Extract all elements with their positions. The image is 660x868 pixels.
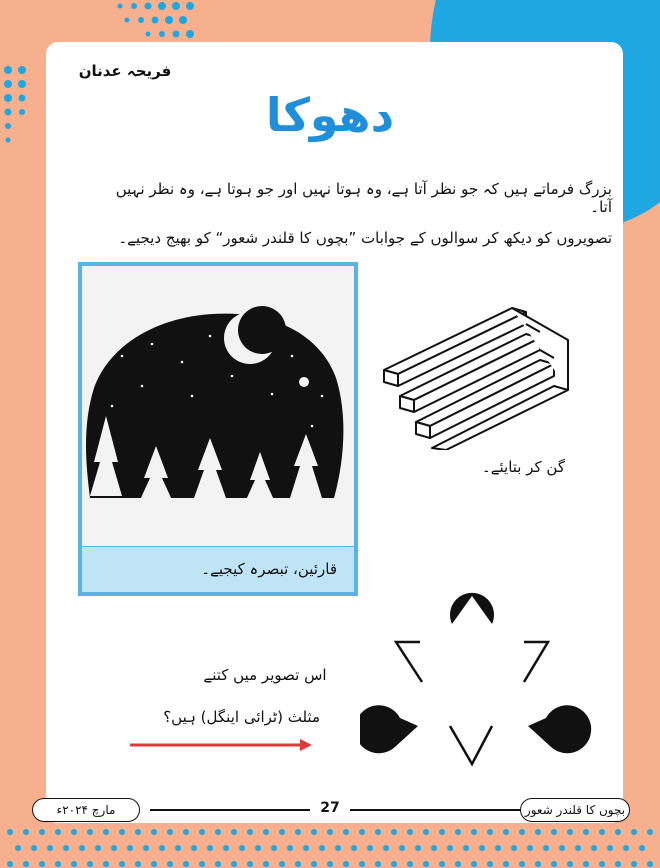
- image1-caption: قارئین، تبصرہ کیجیے۔: [201, 560, 337, 578]
- impossible-bars-illusion: [380, 300, 580, 450]
- intro-line-1: بزرگ فرماتے ہیں کہ جو نظر آتا ہے، وہ ہوتا نہیں اور جو ہوتا ہے، وہ نظر نہیں آتا۔: [115, 180, 612, 216]
- intro-line-2: تصویروں کو دیکھ کر سوالوں کے جوابات ”بچوں کا قلندر شعور“ کو بھیج دیجیے۔: [118, 229, 612, 247]
- dot-pattern-bottom: [0, 824, 660, 868]
- author-name: فریحہ عدنان: [78, 62, 172, 80]
- elephant-night-illusion: [82, 266, 354, 546]
- page-number: 27: [310, 800, 350, 816]
- arrow-right-icon: [130, 738, 314, 752]
- image2-caption: گن کر بتایئے۔: [481, 458, 565, 476]
- question-line-1: اس تصویر میں کتنے: [203, 666, 327, 684]
- page-title: دھوکا: [265, 88, 395, 142]
- footer-date: مارچ ۲۰۲۴ء: [32, 798, 140, 822]
- question-line-2: مثلث (ٹرائی اینگل) ہیں؟: [163, 708, 320, 726]
- kanizsa-triangle-illusion: [360, 550, 610, 800]
- footer-magazine-name: بچوں کا قلندر شعور: [520, 798, 630, 822]
